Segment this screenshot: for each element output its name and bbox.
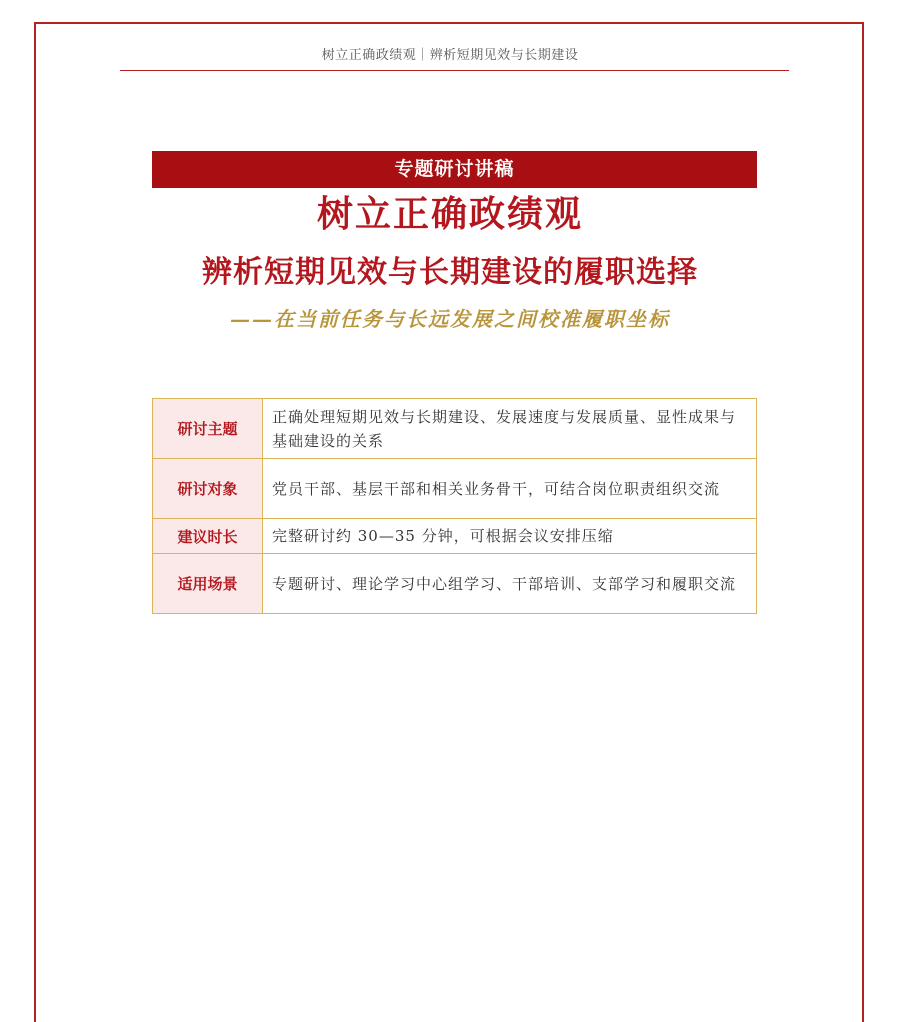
row-value: 专题研讨、理论学习中心组学习、干部培训、支部学习和履职交流 [263,554,757,614]
row-label: 研讨对象 [153,459,263,519]
table-row [153,519,757,554]
running-header: 树立正确政绩观｜辨析短期见效与长期建设 [321,48,579,63]
row-value: 正确处理短期见效与长期建设、发展速度与发展质量、显性成果与基础建设的关系 [263,399,757,459]
row-label: 研讨主题 [153,399,263,459]
table-row [153,399,757,459]
row-label: 建议时长 [153,519,263,554]
page-subtitle: 辨析短期见效与长期建设的履职选择 [202,255,698,290]
row-value: 党员干部、基层干部和相关业务骨干，可结合岗位职责组织交流 [263,459,757,519]
table-row [153,554,757,614]
row-value: 完整研讨约 30—35 分钟，可根据会议安排压缩 [263,519,757,554]
header-divider [120,70,789,71]
row-label: 适用场景 [153,554,263,614]
table-row [153,459,757,519]
info-table [152,398,757,614]
page-tagline: ——在当前任务与长远发展之间校准履职坐标 [230,307,670,331]
document-type-banner: 专题研讨讲稿 [152,151,757,188]
page-title: 树立正确政绩观 [316,194,583,235]
